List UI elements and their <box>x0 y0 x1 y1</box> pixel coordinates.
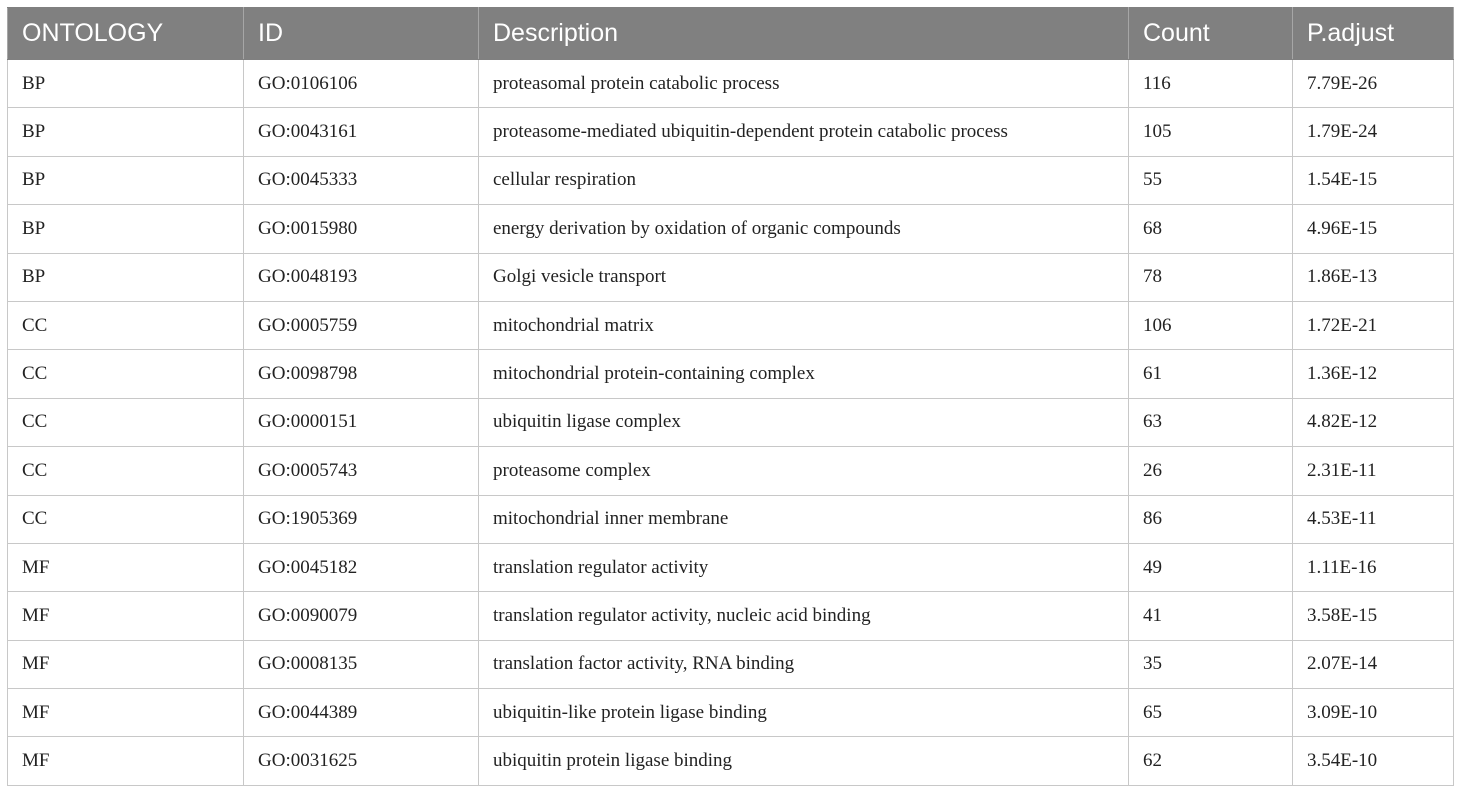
cell-ontology: MF <box>8 737 244 785</box>
cell-count: 49 <box>1129 543 1293 591</box>
cell-description: proteasome-mediated ubiquitin-dependent protein catabolic process <box>479 108 1129 156</box>
cell-description: ubiquitin protein ligase binding <box>479 737 1129 785</box>
cell-ontology: BP <box>8 60 244 108</box>
cell-padjust: 2.31E-11 <box>1293 447 1454 495</box>
cell-description: Golgi vesicle transport <box>479 253 1129 301</box>
table-row <box>8 689 1454 737</box>
go-enrichment-table <box>7 7 1454 786</box>
cell-ontology: MF <box>8 640 244 688</box>
table-row <box>8 156 1454 204</box>
cell-description: translation factor activity, RNA binding <box>479 640 1129 688</box>
cell-go-id: GO:0045182 <box>244 543 479 591</box>
cell-padjust: 1.86E-13 <box>1293 253 1454 301</box>
cell-ontology: BP <box>8 156 244 204</box>
cell-go-id: GO:0031625 <box>244 737 479 785</box>
cell-go-id: GO:0000151 <box>244 398 479 446</box>
table-row <box>8 737 1454 785</box>
table-row <box>8 60 1454 108</box>
cell-padjust: 7.79E-26 <box>1293 60 1454 108</box>
cell-description: ubiquitin-like protein ligase binding <box>479 689 1129 737</box>
cell-description: proteasomal protein catabolic process <box>479 60 1129 108</box>
cell-ontology: CC <box>8 350 244 398</box>
cell-ontology: BP <box>8 205 244 253</box>
cell-description: mitochondrial matrix <box>479 301 1129 349</box>
cell-description: translation regulator activity <box>479 543 1129 591</box>
table-row <box>8 108 1454 156</box>
cell-go-id: GO:0044389 <box>244 689 479 737</box>
cell-count: 68 <box>1129 205 1293 253</box>
cell-count: 78 <box>1129 253 1293 301</box>
cell-count: 55 <box>1129 156 1293 204</box>
table-row <box>8 495 1454 543</box>
table-row <box>8 398 1454 446</box>
cell-ontology: BP <box>8 108 244 156</box>
table-row <box>8 447 1454 495</box>
cell-ontology: CC <box>8 447 244 495</box>
table-row <box>8 350 1454 398</box>
cell-count: 86 <box>1129 495 1293 543</box>
cell-padjust: 1.79E-24 <box>1293 108 1454 156</box>
cell-ontology: MF <box>8 592 244 640</box>
cell-count: 116 <box>1129 60 1293 108</box>
go-enrichment-table-container <box>7 7 1453 786</box>
cell-padjust: 4.82E-12 <box>1293 398 1454 446</box>
cell-count: 35 <box>1129 640 1293 688</box>
cell-go-id: GO:0106106 <box>244 60 479 108</box>
cell-description: translation regulator activity, nucleic acid binding <box>479 592 1129 640</box>
cell-go-id: GO:0005759 <box>244 301 479 349</box>
table-row <box>8 592 1454 640</box>
cell-description: cellular respiration <box>479 156 1129 204</box>
cell-go-id: GO:1905369 <box>244 495 479 543</box>
header-description: Description <box>479 8 1129 60</box>
cell-go-id: GO:0008135 <box>244 640 479 688</box>
cell-count: 41 <box>1129 592 1293 640</box>
cell-count: 65 <box>1129 689 1293 737</box>
cell-description: ubiquitin ligase complex <box>479 398 1129 446</box>
cell-description: mitochondrial inner membrane <box>479 495 1129 543</box>
table-row <box>8 640 1454 688</box>
cell-padjust: 1.36E-12 <box>1293 350 1454 398</box>
cell-go-id: GO:0090079 <box>244 592 479 640</box>
cell-go-id: GO:0048193 <box>244 253 479 301</box>
cell-padjust: 1.11E-16 <box>1293 543 1454 591</box>
cell-ontology: CC <box>8 301 244 349</box>
cell-go-id: GO:0005743 <box>244 447 479 495</box>
table-row <box>8 301 1454 349</box>
cell-padjust: 3.09E-10 <box>1293 689 1454 737</box>
cell-count: 106 <box>1129 301 1293 349</box>
header-padjust: P.adjust <box>1293 8 1454 60</box>
cell-ontology: MF <box>8 689 244 737</box>
table-header <box>8 8 1454 60</box>
cell-padjust: 3.58E-15 <box>1293 592 1454 640</box>
header-row <box>8 8 1454 60</box>
cell-padjust: 4.96E-15 <box>1293 205 1454 253</box>
cell-ontology: CC <box>8 495 244 543</box>
cell-count: 63 <box>1129 398 1293 446</box>
header-id: ID <box>244 8 479 60</box>
cell-padjust: 1.72E-21 <box>1293 301 1454 349</box>
cell-ontology: CC <box>8 398 244 446</box>
header-ontology: ONTOLOGY <box>8 8 244 60</box>
cell-count: 62 <box>1129 737 1293 785</box>
cell-description: mitochondrial protein-containing complex <box>479 350 1129 398</box>
table-body <box>8 60 1454 786</box>
cell-padjust: 4.53E-11 <box>1293 495 1454 543</box>
cell-ontology: BP <box>8 253 244 301</box>
table-row <box>8 205 1454 253</box>
header-count: Count <box>1129 8 1293 60</box>
cell-count: 61 <box>1129 350 1293 398</box>
cell-count: 105 <box>1129 108 1293 156</box>
cell-padjust: 3.54E-10 <box>1293 737 1454 785</box>
cell-go-id: GO:0015980 <box>244 205 479 253</box>
cell-ontology: MF <box>8 543 244 591</box>
table-row <box>8 543 1454 591</box>
cell-description: energy derivation by oxidation of organic compounds <box>479 205 1129 253</box>
cell-count: 26 <box>1129 447 1293 495</box>
cell-description: proteasome complex <box>479 447 1129 495</box>
cell-go-id: GO:0098798 <box>244 350 479 398</box>
table-row <box>8 253 1454 301</box>
cell-go-id: GO:0043161 <box>244 108 479 156</box>
cell-padjust: 2.07E-14 <box>1293 640 1454 688</box>
cell-go-id: GO:0045333 <box>244 156 479 204</box>
cell-padjust: 1.54E-15 <box>1293 156 1454 204</box>
